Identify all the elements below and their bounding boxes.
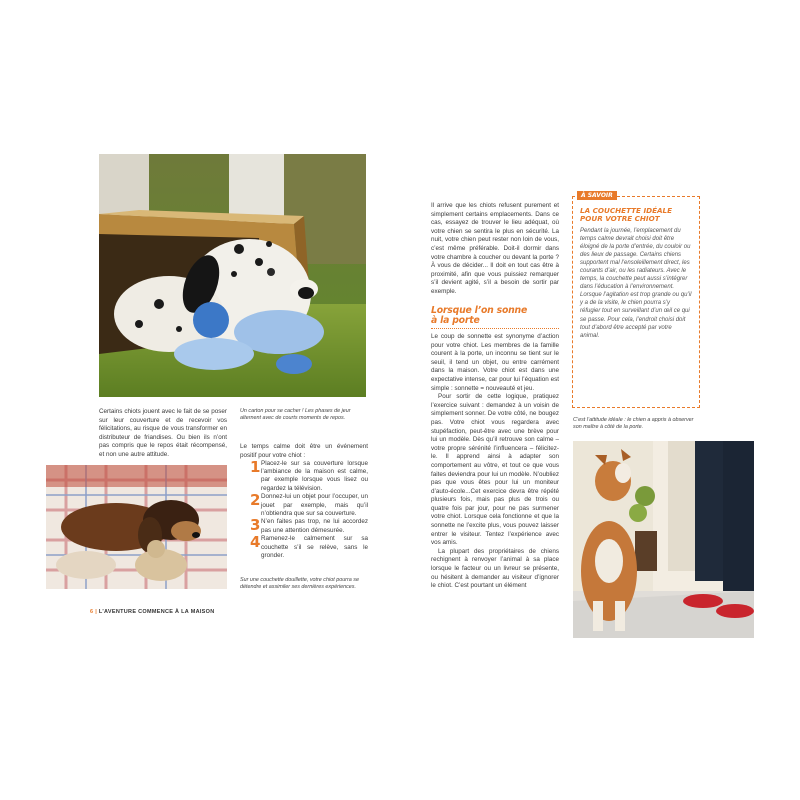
section-title-line2: à la porte <box>431 314 480 326</box>
step-text: Ramenez-le calmement sur sa couchette s’il se relève, sans le gronder. <box>261 535 368 559</box>
intro-paragraph: Certains chiots jouent avec le fait de se poser sur leur couverture et de recevoir vos félicitations, au risque de vous transformer en distributeur de friandises. Ou bien ils n’ont pas compris que le repos était récompensé, et non une autre attitude. <box>99 408 227 458</box>
sidebar-text: Pendant la journée, l’emplacement du temps calme devrait choisi doit être éloigné de la porte d’entrée, du couloir ou des lieux de passage. Certains chiens supportent mal l’ensoleillement direct, les courants d’air, ou les radiateurs. Avec le temps, la couchette peut aussi s’intégrer dans l’éducation à l’environnement. Lorsque l’agitation est trop grande ou qu’il y a de la visite, le chien pourra s’y réfugier tout en surveillant d’un œil ce qui se passe. Pour cela, l’endroit choisi doit tout d’abord être accepté par votre animal. <box>580 228 692 339</box>
step-number: 1 <box>250 458 261 476</box>
sidebar-title-line2: POUR VOTRE CHIOT <box>580 214 660 223</box>
page-number: 6 <box>90 609 94 615</box>
step-text: Placez-le sur sa couverture lorsque l’ambiance de la maison est calme, par exemple lorsque vous lisez ou regardez la télévision. <box>261 460 368 492</box>
page-footer <box>90 609 290 615</box>
photo-caption-right: C’est l’attitude idéale : le chien a appris à observer son maître à côté de la porte. <box>573 417 694 430</box>
section-body <box>431 333 559 591</box>
sidebar-title-line1: LA COUCHETTE IDÉALE <box>580 206 673 215</box>
chapter-title: L’AVENTURE COMMENCE À LA MAISON <box>98 609 215 615</box>
step-number: 2 <box>250 491 261 510</box>
step-number: 4 <box>250 533 261 552</box>
step-text: N’en faites pas trop, ne lui accordez pas une attention démesurée. <box>261 518 368 534</box>
steps-list <box>250 460 368 560</box>
photo-caption-top: Un carton pour se cacher ! Les phases de jeur alternent avec de courts moments de repos. <box>240 408 351 421</box>
step-item <box>250 518 368 534</box>
footer-separator: | <box>95 609 98 615</box>
step-number: 3 <box>250 516 261 535</box>
step-item <box>250 460 368 493</box>
info-sidebar <box>572 192 700 408</box>
section-paragraph: Pour sortir de cette logique, pratiquez l’exercice suivant : demandez à un voisin de simplement sonner. De votre côté, ne bougez pas. Votre chiot vous regardera avec stupéfaction, peut-être avec une brève pour lui un modèle. Dès qu’il retrouve son calme – votre propre sérénité l’influencera – félicitez-le. Il apprend ainsi à adapter son comportement au vôtre, et tout ce que vous faites deviendra pour lui un modèle. N’oubliez pas que vous êtes pour lui un moniteur d’auto-école...Cet exercice devra être répété plusieurs fois, mais pas plus de trois ou quatre fois par jour, pour ne pas surmener votre chiot. Lorsque cela fonctionne et que la sonnette ne l’excite plus, vous pouvez laisser entrer le visiteur. Tentez l’expérience avec vos amis. <box>431 393 559 547</box>
section-paragraph: La plupart des propriétaires de chiens rechignent à renvoyer l’animal à sa place lorsque le facteur ou un livreur se présente, ou hésitent à demander au visiteur d’ignorer le chiot. C’est pourtant un élément <box>431 547 559 590</box>
section-divider <box>431 328 559 329</box>
sidebar-tag: À SAVOIR <box>577 191 617 200</box>
step-text: Donnez-lui un objet pour l’occuper, un jouet par exemple, mais qu’il n’obtiendra que sur sa couverture. <box>261 493 368 517</box>
sleeping-puppy-photo <box>46 465 227 589</box>
photo-caption-bottom: Sur une couchette douillette, votre chiot pourra se détendre et assimiler ses dernières expériences. <box>240 577 359 590</box>
steps-intro: Le temps calme doit être un événement positif pour votre chiot : <box>240 443 368 459</box>
section-title-line1: Lorsque l’on sonne <box>431 305 528 316</box>
step-item <box>250 493 368 518</box>
right-intro-paragraph: Il arrive que les chiots refusent purement et simplement certains emplacements. Dans ce cas, essayez de trouver le lieu adéquat, où votre chien se sentira le plus en sécurité. La nuit, votre chien peut rester non loin de vous, c’est même préférable. Doit-il dormir dans votre chambre à coucher ou devant la porte ? À vous de décider... Il doit en tout cas être à proximité, afin que vous puissiez remarquer s’il devient agité, s’il a besoin de sortir par exemple. <box>431 202 559 295</box>
section-paragraph: Le coup de sonnette est synonyme d’action pour votre chiot. Les membres de la famille courent à la porte, un inconnu se tient sur le seuil, il tend un objet, ou entre carrément dans la maison. Votre chiot est dans une expectative intense, car pour lui l’équation est simple : sonnette = nouveauté et jeu. <box>431 333 559 392</box>
dalmatian-photo <box>99 154 366 397</box>
step-item <box>250 535 368 560</box>
dog-at-door-photo <box>573 441 754 638</box>
section-heading <box>431 306 559 329</box>
